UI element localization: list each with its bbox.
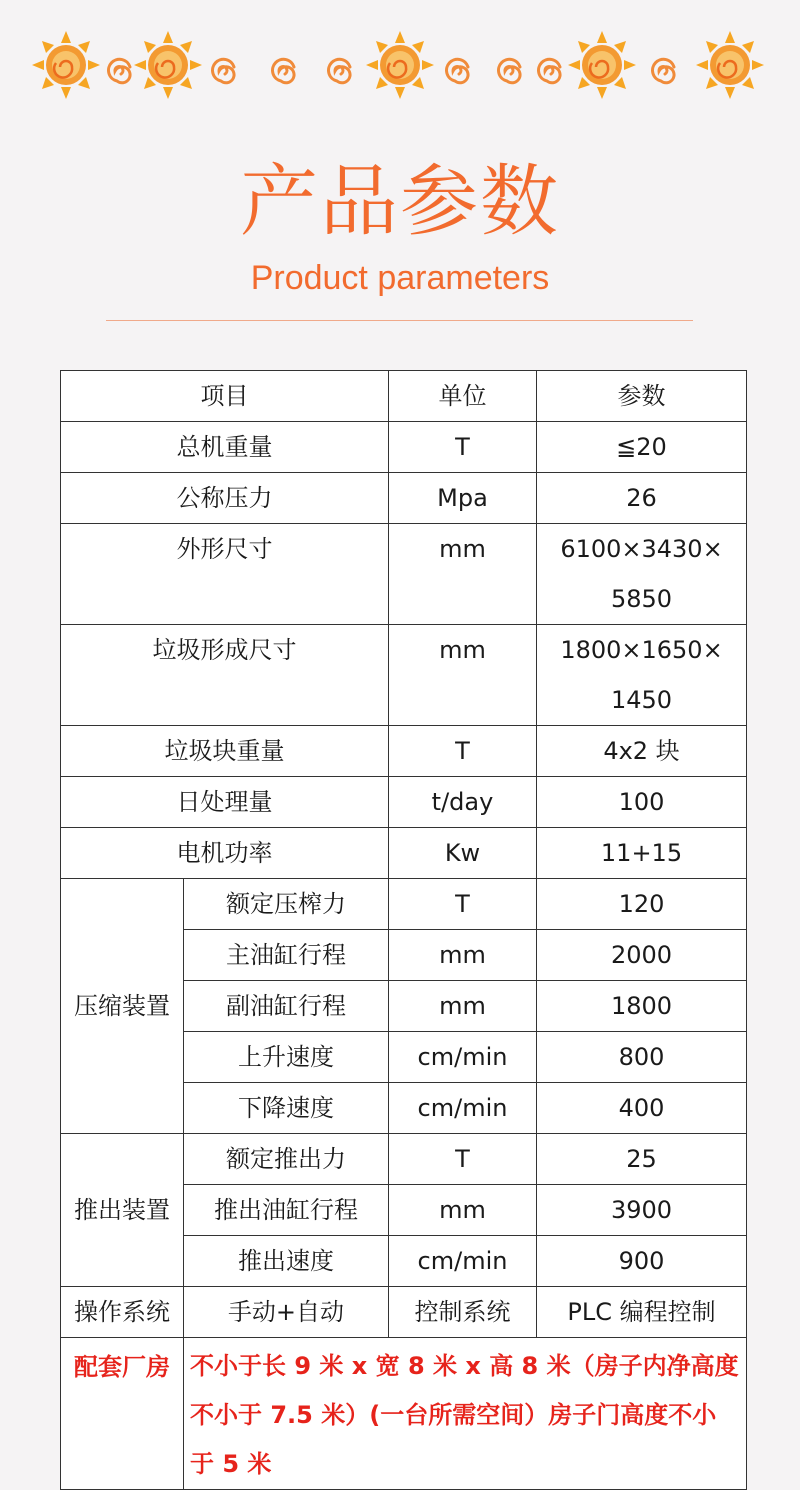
control-value: PLC 编程控制 xyxy=(537,1287,747,1338)
table-row xyxy=(61,1338,747,1490)
unit-cell: mm xyxy=(389,930,537,981)
section-compress: 压缩装置 xyxy=(61,879,184,1134)
unit-cell: Mpa xyxy=(389,473,537,524)
table-row xyxy=(61,625,747,726)
unit-cell: Kw xyxy=(389,828,537,879)
unit-cell: T xyxy=(389,1134,537,1185)
table-row xyxy=(61,879,747,930)
item-cell: 外形尺寸 xyxy=(61,524,389,625)
unit-cell: cm/min xyxy=(389,1032,537,1083)
item-cell: 额定推出力 xyxy=(184,1134,389,1185)
unit-cell: mm xyxy=(389,981,537,1032)
unit-cell: mm xyxy=(389,524,537,625)
operation-mode: 手动+自动 xyxy=(184,1287,389,1338)
value-cell: 1800 xyxy=(537,981,747,1032)
value-cell: ≦20 xyxy=(537,422,747,473)
swirl-icon xyxy=(499,59,521,83)
item-cell: 下降速度 xyxy=(184,1083,389,1134)
sun-icon xyxy=(134,31,202,99)
value-cell: 800 xyxy=(537,1032,747,1083)
page-subtitle: Product parameters xyxy=(250,259,550,297)
unit-cell: T xyxy=(389,726,537,777)
value-cell: 6100×3430×5850 xyxy=(537,524,747,625)
value-cell: 120 xyxy=(537,879,747,930)
sun-icon xyxy=(366,31,434,99)
swirl-icon xyxy=(109,59,131,83)
unit-cell: cm/min xyxy=(389,1083,537,1134)
title-divider xyxy=(106,320,693,321)
item-cell: 推出油缸行程 xyxy=(184,1185,389,1236)
unit-cell: t/day xyxy=(389,777,537,828)
value-cell: 900 xyxy=(537,1236,747,1287)
unit-cell: mm xyxy=(389,1185,537,1236)
swirl-icon xyxy=(447,59,469,83)
sun-icon xyxy=(32,31,100,99)
swirl-icon xyxy=(329,59,351,83)
unit-cell: cm/min xyxy=(389,1236,537,1287)
unit-cell: T xyxy=(389,879,537,930)
swirl-icon xyxy=(539,59,561,83)
unit-cell: mm xyxy=(389,625,537,726)
header-unit: 单位 xyxy=(389,371,537,422)
swirl-icon xyxy=(653,59,675,83)
page-title: 产品参数 xyxy=(239,157,560,247)
item-cell: 垃圾形成尺寸 xyxy=(61,625,389,726)
control-label: 控制系统 xyxy=(389,1287,537,1338)
header-item: 项目 xyxy=(61,371,389,422)
decor-border xyxy=(0,0,800,110)
item-cell: 电机功率 xyxy=(61,828,389,879)
value-cell: 400 xyxy=(537,1083,747,1134)
value-cell: 25 xyxy=(537,1134,747,1185)
section-operation: 操作系统 xyxy=(61,1287,184,1338)
table-row xyxy=(61,473,747,524)
section-plant: 配套厂房 xyxy=(61,1338,184,1490)
section-push: 推出装置 xyxy=(61,1134,184,1287)
value-cell: 1800×1650×1450 xyxy=(537,625,747,726)
header-value: 参数 xyxy=(537,371,747,422)
value-cell: 3900 xyxy=(537,1185,747,1236)
parameters-table xyxy=(60,370,747,1490)
item-cell: 上升速度 xyxy=(184,1032,389,1083)
sun-icon xyxy=(696,31,764,99)
item-cell: 额定压榨力 xyxy=(184,879,389,930)
unit-cell: T xyxy=(389,422,537,473)
item-cell: 总机重量 xyxy=(61,422,389,473)
swirl-icon xyxy=(273,59,295,83)
item-cell: 日处理量 xyxy=(61,777,389,828)
value-cell: 2000 xyxy=(537,930,747,981)
table-row xyxy=(61,422,747,473)
item-cell: 推出速度 xyxy=(184,1236,389,1287)
table-row xyxy=(61,726,747,777)
table-row xyxy=(61,828,747,879)
value-cell: 11+15 xyxy=(537,828,747,879)
table-row xyxy=(61,1287,747,1338)
item-cell: 垃圾块重量 xyxy=(61,726,389,777)
item-cell: 主油缸行程 xyxy=(184,930,389,981)
value-cell: 4x2 块 xyxy=(537,726,747,777)
table-row xyxy=(61,777,747,828)
table-row xyxy=(61,1134,747,1185)
swirl-icon xyxy=(213,59,235,83)
table-row xyxy=(61,524,747,625)
plant-requirement: 不小于长 9 米 x 宽 8 米 x 高 8 米（房子内净高度不小于 7.5 米）(一台所需空间）房子门高度不小于 5 米 xyxy=(184,1338,747,1490)
item-cell: 副油缸行程 xyxy=(184,981,389,1032)
value-cell: 100 xyxy=(537,777,747,828)
item-cell: 公称压力 xyxy=(61,473,389,524)
sun-icon xyxy=(568,31,636,99)
value-cell: 26 xyxy=(537,473,747,524)
table-header-row xyxy=(61,371,747,422)
